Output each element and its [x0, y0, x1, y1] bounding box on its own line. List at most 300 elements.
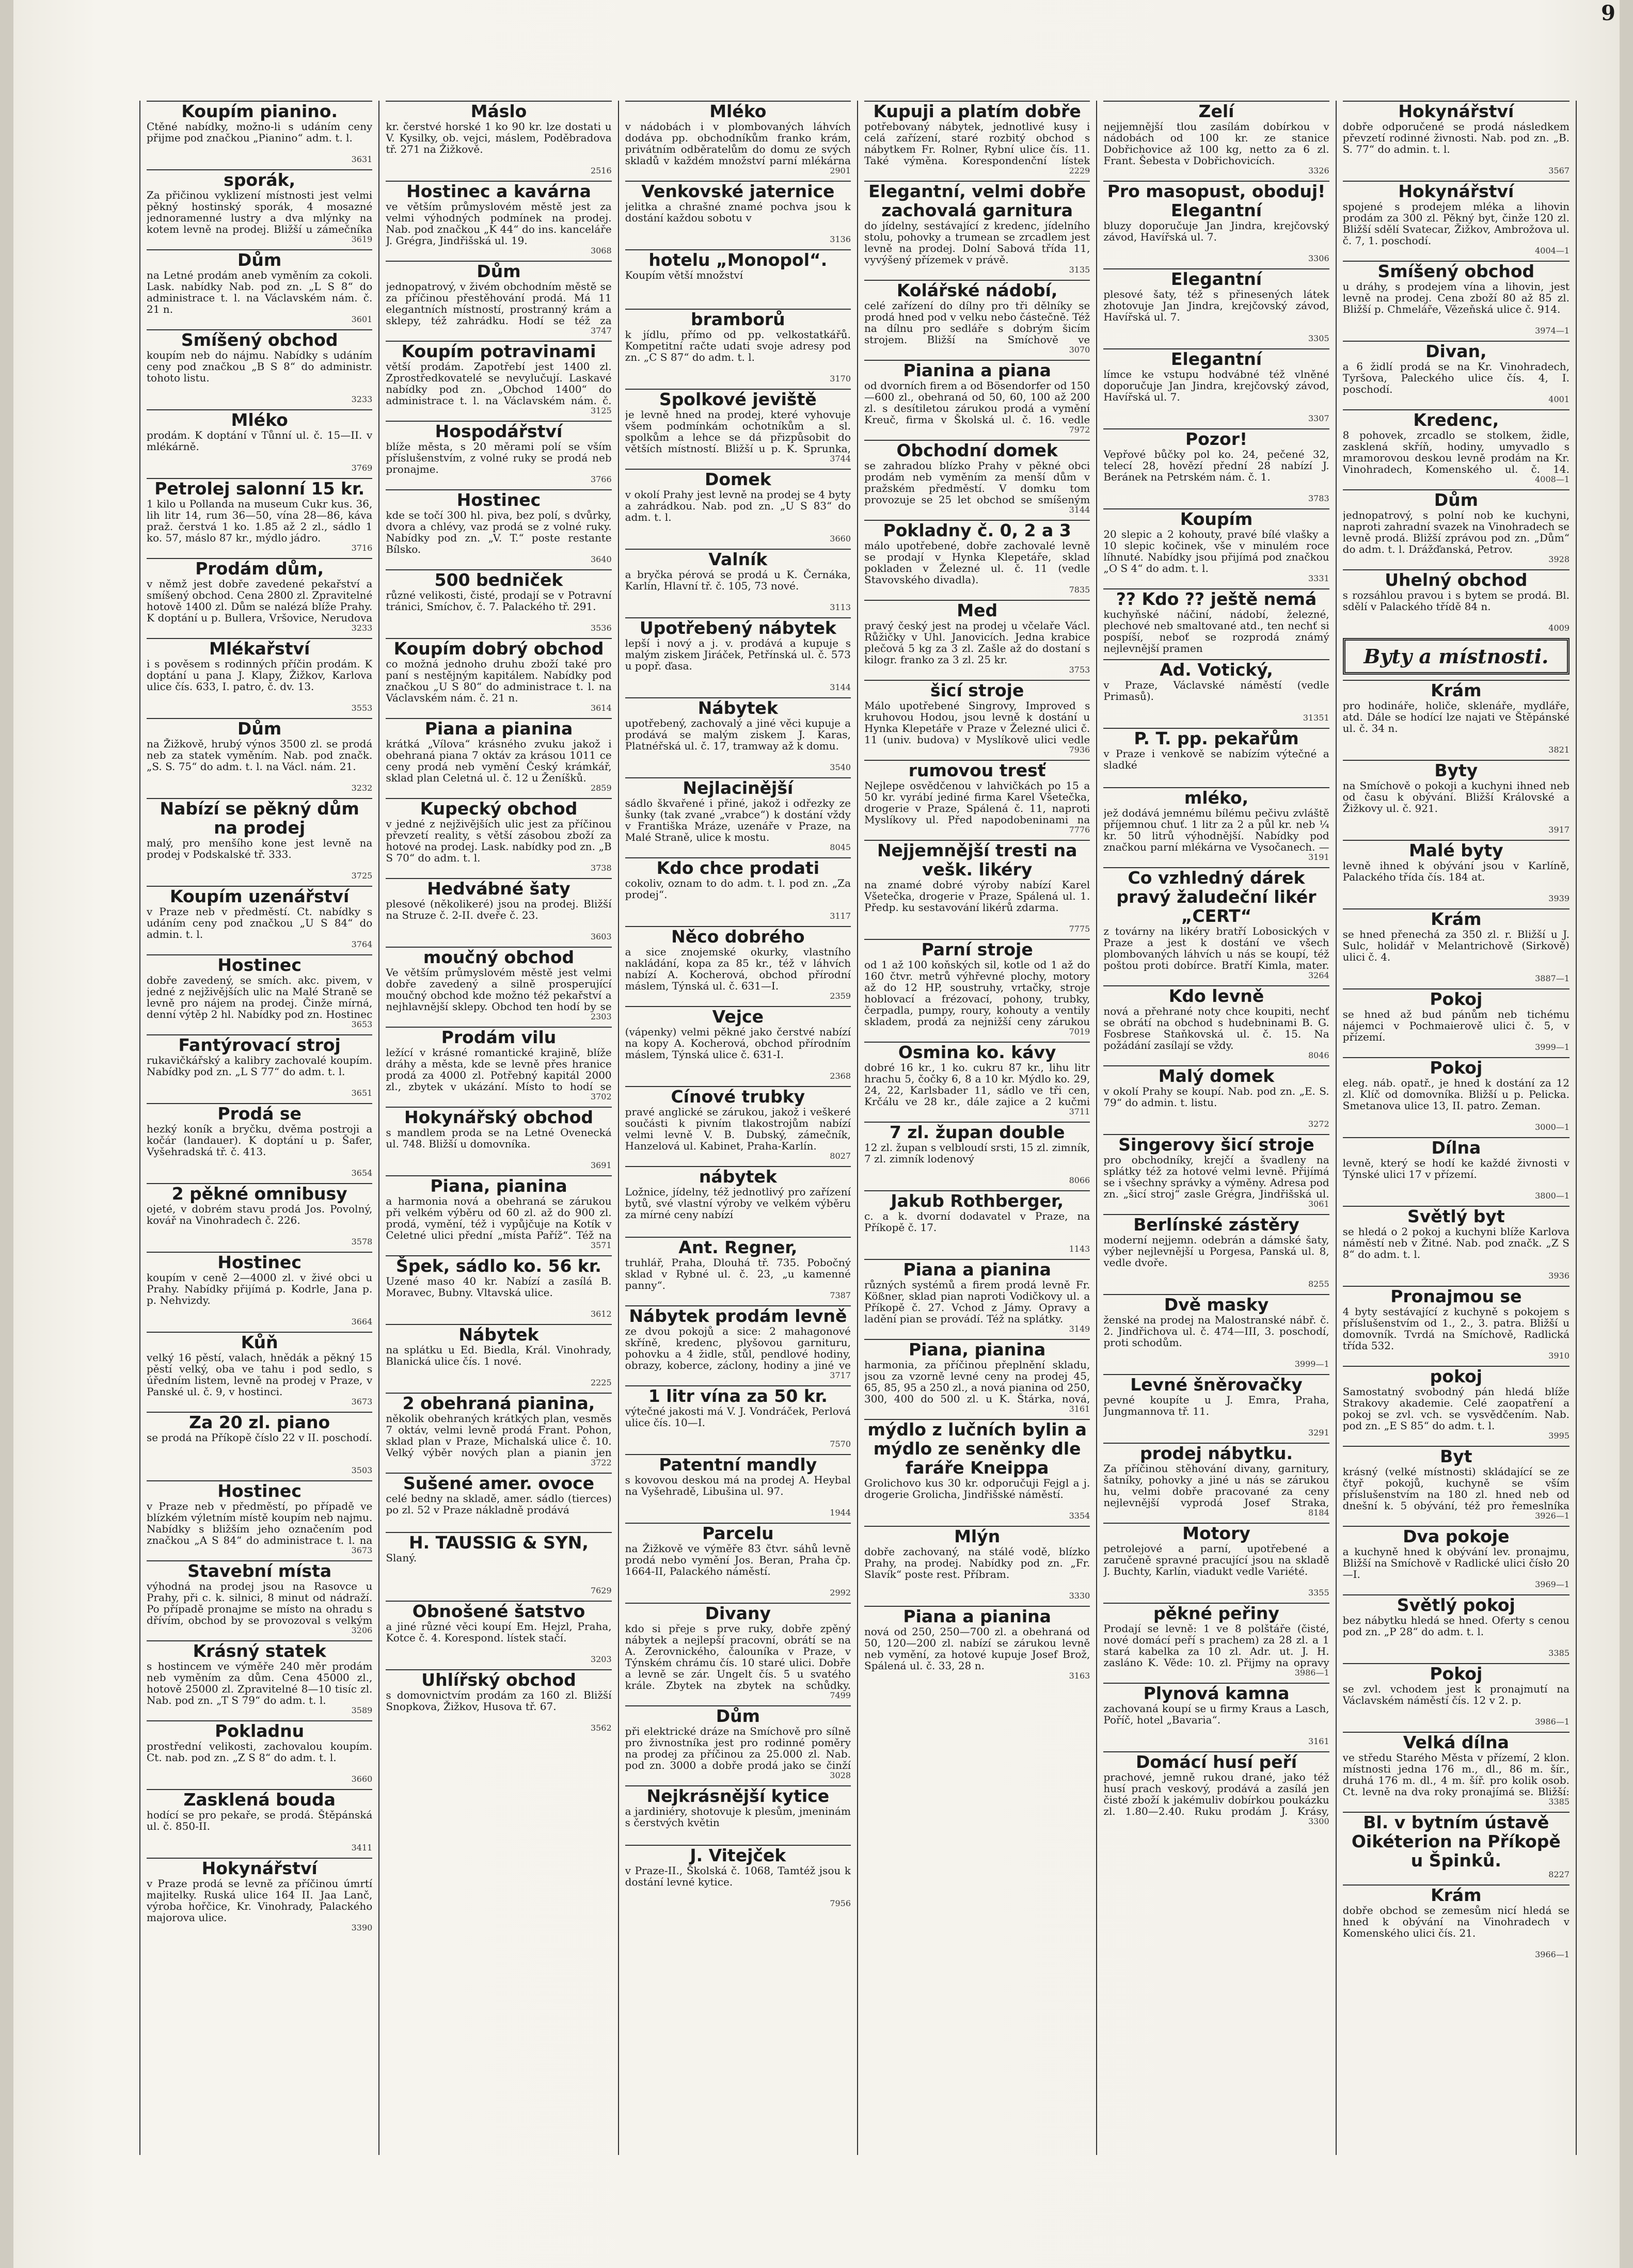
ad-code: 4009: [1548, 623, 1569, 633]
ad-body: krásný (velké místnosti) skládající se ze čtyř pokojů, kuchyně se vším příslušenstvím na 180 zl. hned neb od dnešní k. 5 obývání, též pro řemeslníka: [1342, 1466, 1569, 1511]
ad-body: se prodá na Příkopě číslo 22 v II. poschodí.: [147, 1432, 373, 1444]
ad-body: i s pověsem s rodinných příčin prodám. K doptání u pana J. Klapy, Žižkov, Karlova ulice čís. 633, I. patro, č. dv. 13.: [147, 658, 373, 693]
ad-heading: moučný obchod: [386, 947, 611, 967]
classified-ad: [386, 947, 611, 1021]
ad-code: 3125: [590, 406, 612, 416]
ad-code: 3028: [830, 1770, 851, 1780]
ad-body: bez nábytku hledá se hned. Oferty s cenou pod zn. „P 28“ do adm. t. l.: [1342, 1615, 1569, 1638]
classified-ad: [1103, 1065, 1329, 1129]
ad-code: 3664: [351, 1317, 373, 1327]
classified-ad: [147, 718, 372, 793]
ad-heading: Cínové trubky: [625, 1086, 851, 1106]
ad-body: různých systémů a firem prodá levně Fr. Kößner, sklad pian naproti Vodičkovy ul. a Příkopě č. 27. Vchod z Jámy. Opravy a ladění pian se provádí. Též na splátky.: [864, 1279, 1090, 1324]
ad-code: 3567: [1548, 166, 1569, 175]
column-1: [140, 101, 379, 2155]
classified-ad: [625, 549, 851, 612]
classified-ad: [386, 181, 611, 255]
ad-body: hezký koník a bryčku, dvěma postroji a kočár (landauer). K doptání u p. Šafer, Vyšehradská tř. č. 413.: [147, 1123, 373, 1158]
ad-heading: 1 litr vína za 50 kr.: [625, 1385, 851, 1405]
ad-code: 7570: [830, 1439, 851, 1449]
ad-heading: Krám: [1343, 908, 1569, 929]
ad-body: kdo si přeje s prve ruky, dobře zpěný nábytek a nejlepší pracovní, obrátí se na A. Zerovnického, čalouníka v Praze, v Týnském chrámu čís. 10 staré ulici. Dobře a levně se zár. Ungelt čís. 5 u svatého krále. Zbytek na zbytek na schůdky.: [625, 1623, 851, 1691]
classified-ad: [147, 478, 372, 553]
classified-ad: [1103, 1683, 1329, 1746]
classified-ad: [625, 1523, 851, 1598]
ad-code: 3536: [590, 623, 612, 633]
ad-code: 3673: [351, 1397, 373, 1407]
ad-body: levně, který se hodí ke každé živnosti v Týnské ulici 17 v přízemí.: [1342, 1157, 1569, 1180]
ad-code: 2992: [830, 1588, 851, 1598]
ad-code: 3917: [1548, 825, 1569, 835]
ad-heading: Koupím: [1103, 508, 1329, 529]
classified-ad: [1103, 985, 1329, 1060]
ad-body: jež dodává jemnému bílému pečivu zvláště příjemnou chuť. 1 litr za 2 a půl kr. neb ¼ kr. 50 litrů výhodnější. Nabídky pod značkou parní mlékárna ve Vysočanech. —: [1103, 807, 1329, 853]
ad-code: 7499: [830, 1690, 851, 1700]
ad-body: dobře odporučené se prodá následkem převzetí rodinné živnosti. Nab. pod zn. „B. S. 77“ do admin. t. l.: [1342, 121, 1569, 155]
ad-code: 3673: [351, 1545, 373, 1555]
ad-heading: Dva pokoje: [1343, 1526, 1569, 1546]
ad-heading: Co vzhledný dárek pravý žaludeční likér „CERT“: [1103, 867, 1329, 925]
classified-ad: [1103, 1751, 1329, 1826]
ad-heading: Zelí: [1103, 101, 1329, 121]
ad-code: 3969—1: [1535, 1579, 1569, 1589]
classified-ad: [386, 1255, 611, 1319]
ad-code: 3764: [351, 939, 373, 949]
ad-heading: Patentní mandly: [625, 1454, 851, 1474]
classified-ad: [1343, 1663, 1569, 1727]
classified-ad: [1343, 760, 1569, 835]
classified-ad: [1103, 101, 1329, 175]
classified-ad: [1343, 1366, 1569, 1441]
ad-heading: Hedvábné šaty: [386, 878, 611, 898]
ad-body: při elektrické dráze na Smíchově pro sílně pro živnostníka jest pro rodinné poměry na prodej za příčinou za 25.000 zl. Nab. pod zn. 3000 a dobře prodá jako se činží: [625, 1726, 851, 1771]
ad-body: lepší i nový a j. v. prodává a kupuje s malým ziskem Jiráček, Petřínská ul. č. 573 u popř. ďasa.: [625, 637, 851, 672]
ad-code: 3936: [1548, 1271, 1569, 1281]
classified-ad: [386, 1601, 611, 1664]
ad-heading: Pokoj: [1343, 1663, 1569, 1683]
classified-ad: [1103, 181, 1329, 263]
ad-code: 3232: [351, 783, 373, 793]
classified-ad: [864, 360, 1090, 435]
ad-body: pro hodináře, holiče, sklenáře, mydláře, atd. Dále se hodící lze najati ve Štěpánské ul. č. 34 n.: [1342, 700, 1569, 734]
ad-body: eleg. náb. opatř., je hned k dostání za 12 zl. Klíč od domovníka. Bližší u p. Pelicka. Smetanova ulice 13, II. patro. Zeman.: [1342, 1077, 1569, 1112]
ad-code: 3653: [351, 1019, 373, 1029]
ad-code: 3999—1: [1294, 1359, 1329, 1369]
ad-body: Ve větším průmyslovém městě jest velmi dobře zavedený a silně prosperující moučný obchod kde možno též pekařství a nejhlavnější sklepy. Obchod ten hodí by se: [386, 967, 612, 1012]
ad-heading: Elegantní: [1103, 268, 1329, 289]
classified-ad: [864, 1042, 1090, 1116]
classified-ad: [625, 249, 851, 304]
classified-ad: [1103, 1374, 1329, 1438]
ad-code: 3264: [1308, 970, 1329, 980]
ad-body: pravé anglické se zárukou, jakož i veškeré součásti k pivním tlakostrojům nabízí velmi levně V. B. Dubský, zámečník, Hanzelová ul. Kabinet, Praha-Karlín.: [625, 1106, 851, 1152]
column-2: [379, 101, 619, 2155]
ad-code: 3722: [590, 1458, 612, 1467]
ad-heading: Domek: [625, 469, 851, 489]
classified-ad: [147, 1720, 372, 1784]
ad-heading: Nejkrásnější kytice: [625, 1785, 851, 1806]
classified-ad: [386, 1027, 611, 1101]
ad-code: 3640: [590, 554, 612, 564]
ad-code: 2516: [590, 166, 612, 175]
classified-ad: [1103, 1214, 1329, 1289]
ad-code: 3654: [351, 1168, 373, 1178]
ad-body: potřebovaný nábytek, jednotlivé kusy i celá zařízení, staré rozbitý obchod s nábytkem Fr. Rolner, Rybní ulice čís. 11. Také výměna. Korespondenční lístek: [864, 121, 1090, 166]
ad-heading: Elegantní, velmi dobře zachovalá garnitura: [864, 181, 1090, 220]
ad-heading: Malé byty: [1343, 840, 1569, 860]
ad-code: 2859: [590, 783, 612, 793]
classified-ad: [1343, 409, 1569, 484]
ad-heading: Obnošené šatstvo: [386, 1601, 611, 1621]
ad-body: z továrny na likéry bratří Lobosických v Praze a jest k dostání ve všech plombovaných láhvích u nás se koupí, též poštou proti dobírce. Bratří Kimla, mater.: [1103, 925, 1329, 971]
ad-body: dobře obchod se zemesům nicí hledá se hned k obývání na Vinohradech v Komenského ulici čís. 21.: [1342, 1905, 1569, 1939]
classified-ad: [625, 777, 851, 852]
ad-body: 20 slepic a 2 kohouty, pravé bílé vlašky a 10 slepic kočinek, vše v minulém roce líhnuté. Nabídky jsou přijímá pod značkou „O S 4“ do adm. t. l.: [1103, 529, 1329, 574]
ad-heading: Hostinec a kavárna: [386, 181, 611, 201]
classified-ad: [1103, 728, 1329, 782]
ad-body: u dráhy, s prodejem vína a lihovin, jest levně na prodej. Cena zboží 80 až 85 zl. Bližší p. Chmeláře, Vězeňská ulice č. 914.: [1342, 281, 1569, 315]
ad-code: 7776: [1069, 825, 1090, 835]
ad-heading: Kredenc,: [1343, 409, 1569, 429]
ad-heading: Krásný statek: [147, 1640, 372, 1660]
ad-code: 3170: [830, 374, 851, 384]
ad-heading: Divan,: [1343, 341, 1569, 361]
ad-code: 3117: [830, 911, 851, 921]
ad-heading: Koupím uzenářství: [147, 886, 372, 906]
ad-body: v Praze neb v předměstí. Ct. nabídky s udáním ceny pod značkou „U S 84“ do admin. t. l.: [147, 906, 373, 940]
classified-ad: [386, 878, 611, 941]
classified-ad: [386, 101, 611, 175]
classified-ad: [386, 569, 611, 633]
ad-body: cokoliv, oznam to do adm. t. l. pod zn. „Za prodej“.: [625, 877, 851, 901]
ad-body: koupím v ceně 2—4000 zl. v živé obci u Prahy. Nabídky přijímá p. Kodrle, Jana p. p. Nehvizdy.: [147, 1272, 373, 1306]
ad-heading: Sušené amer. ovoce: [386, 1473, 611, 1493]
ad-heading: Prodá se: [147, 1103, 372, 1123]
page-right-edge: [1620, 0, 1633, 2268]
classified-ad: [147, 1480, 372, 1555]
ad-heading: Med: [864, 600, 1090, 620]
classified-ad: [625, 926, 851, 1001]
classified-ad: [1103, 428, 1329, 503]
ad-code: 7835: [1069, 585, 1090, 595]
ad-body: malý, pro menšího kone jest levně na prodej v Podskalské tř. 333.: [147, 837, 373, 860]
ad-code: 3717: [830, 1370, 851, 1380]
ad-code: 3149: [1069, 1324, 1090, 1334]
ad-code: 3986—1: [1294, 1668, 1329, 1678]
ad-body: ženské na prodej na Malostranské nábř. č. 2. Jindřichova ul. č. 474—III, 3. poschodí, proti schodům.: [1103, 1314, 1329, 1349]
classified-ad: [625, 697, 851, 772]
classified-ad: [625, 309, 851, 384]
classified-ad: [864, 1339, 1090, 1414]
ad-heading: 7 zl. župan double: [864, 1122, 1090, 1142]
classified-ad: [1343, 1526, 1569, 1589]
ad-body: pravý český jest na prodej u včelaře Václ. Růžičky v Uhl. Janovicích. Jedna krabice plečová 5 kg za 3 zl. Zašle až do dostaní s kilogr. franko za 3 zl. 25 kr.: [864, 620, 1090, 665]
classified-ad: [1343, 1137, 1569, 1201]
ad-code: 8027: [830, 1151, 851, 1161]
ad-body: Prodají se levně: 1 ve 8 polštáře (čisté, nové domácí peří s prachem) za 28 zl. a 1 stará kabelka za 10 zl. Adr. ut. J. H. zasláno K. Věde: 10. zl. Přijmy na opravy: [1103, 1623, 1329, 1668]
ad-body: Za přičinou vyklizení místnosti jest velmi pěkný hostinský sporák, 4 mosazné jednoramenné lustry a dva mlýnky na kotem levně na prodej. Bližší u zámečníka: [147, 189, 373, 235]
classified-ad: [1103, 1523, 1329, 1598]
ad-body: s mandlem proda se na Letné Ovenecká ul. 748. Bližší u domovníka.: [386, 1127, 612, 1150]
ad-code: 3601: [351, 314, 373, 324]
classified-ad: [1343, 1812, 1569, 1879]
ad-body: dobře zachovaný, na stálé vodě, blízko Prahy, na prodej. Nabídky pod zn. „Fr. Slavík“ poste rest. Příbram.: [864, 1546, 1090, 1580]
classified-ad: [1103, 1294, 1329, 1369]
classified-ad: [1343, 840, 1569, 903]
classified-ad: [625, 1237, 851, 1300]
ad-heading: rumovou tresť: [864, 760, 1090, 780]
ad-code: 3716: [351, 543, 373, 553]
ad-code: 3619: [351, 234, 373, 244]
classified-ad: [1103, 508, 1329, 583]
ad-heading: pokoj: [1343, 1366, 1569, 1386]
classified-ad: [1343, 1732, 1569, 1807]
ad-code: 4008—1: [1535, 474, 1569, 484]
ad-body: Málo upotřebené Singrovy, Improved s kruhovou Hodou, jsou levně k dostání u Hynka Klepetáře v Praze v Železné ulici č. 11 (univ. budova) v Myslíkově ulici vedle: [864, 700, 1090, 745]
ad-code: 3163: [1069, 1671, 1090, 1681]
ad-code: 3291: [1308, 1428, 1329, 1438]
ad-heading: Pokladnu: [147, 1720, 372, 1740]
ad-code: 3331: [1308, 573, 1329, 583]
ad-code: 3068: [590, 246, 612, 255]
ad-heading: Světlý pokoj: [1343, 1594, 1569, 1615]
ad-body: dobré 16 kr., 1 ko. cukru 87 kr., lihu litr hrachu 5, čočky 6, 8 a 10 kr. Mýdlo ko. 29, 24, 22, Karlsbader 11, sádlo ve tři cen, Krčálu ve 28 kr., dále zajice a 2 kučmi: [864, 1062, 1090, 1107]
ad-heading: Nábytek: [386, 1324, 611, 1344]
ad-body: prachové, jemně rukou drané, jako též husí prach veskový, prodává a zasílá jen čisté zboží k jakémuliv dobírkou poukázku zl. 1.80—2.40. Ruku prodám J. Krásy,: [1103, 1771, 1329, 1817]
ad-body: 1 kilo u Pollanda na museum Cukr kus. 36, lih litr 14, rum 36—50, vína 28—86, káva praž. čerstvá 1 ko. 1.85 až 2 zl., sádlo 1 ko. 57, máslo 87 kr., mýdlo jádro.: [147, 498, 373, 544]
ad-code: 2303: [590, 1012, 612, 1021]
ad-code: 3660: [351, 1774, 373, 1784]
classified-ad: [386, 261, 611, 336]
ad-code: 4004—1: [1535, 246, 1569, 255]
ad-code: 3926—1: [1535, 1511, 1569, 1521]
ad-body: v Praze, Václavské náměstí (vedle Primasů).: [1103, 679, 1329, 702]
ad-heading: Piana a pianina: [864, 1259, 1090, 1279]
ad-heading: Dům: [1343, 489, 1569, 509]
ad-body: dobře zavedený, se smích. akc. pivem, v jedné z nejživějších ulic na Malé Straně se levně pro nájem na prodej. Činže mírná, denní výtěp 2 hl. Nabídky pod zn. Hostinec: [147, 975, 373, 1020]
classified-ad: [1103, 1603, 1329, 1678]
ad-code: 7387: [830, 1290, 851, 1300]
classified-ad: [1103, 1443, 1329, 1518]
classified-ad: [1343, 1057, 1569, 1132]
ad-heading: Vejce: [625, 1006, 851, 1026]
ad-heading: Dům: [625, 1705, 851, 1726]
ad-body: na Žižkově ve výměře 83 čtvr. sáhů levně prodá nebo vymění Jos. Beran, Praha čp. 1664-II, Palackého náměstí.: [625, 1543, 851, 1577]
ad-body: 8 pohovek, zrcadlo se stolkem, židle, zasklená skříň, hodiny, umyvadlo s mramorovou deskou levně prodám na Kr. Vinohradech, Komenského ul. č. 14.: [1342, 429, 1569, 475]
ad-code: 3562: [590, 1723, 612, 1733]
ad-code: 3612: [590, 1309, 612, 1319]
ad-heading: Hokynářství: [1343, 181, 1569, 201]
classified-ad: [386, 1532, 611, 1595]
ad-code: 7775: [1069, 924, 1090, 934]
ad-code: 4001: [1548, 394, 1569, 404]
ad-code: 3191: [1308, 852, 1329, 862]
classified-ad: [864, 280, 1090, 355]
ad-code: 2225: [590, 1378, 612, 1387]
ad-body: celé zařízení do dílny pro tři dělníky se prodá hned pod v velku nebo částečně. Též na dílnu pro sedláře s dobrým šicím strojem. Bližší na Smíchově ve: [864, 300, 1090, 345]
ad-code: 3233: [351, 623, 373, 633]
ad-code: 3136: [830, 234, 851, 244]
ad-code: 3910: [1548, 1351, 1569, 1361]
classified-ad: [864, 1606, 1090, 1681]
classified-ad: [1103, 588, 1329, 654]
ad-heading: nábytek: [625, 1166, 851, 1186]
classified-ad: [147, 954, 372, 1029]
ad-heading: ?? Kdo ?? ještě nemá: [1103, 588, 1329, 609]
ad-code: 2368: [830, 1071, 851, 1081]
ad-heading: Pronajmou se: [1343, 1286, 1569, 1306]
classified-columns: [139, 101, 1577, 2155]
ad-heading: Krám: [1343, 680, 1569, 700]
ad-code: 3144: [830, 682, 851, 692]
ad-code: 3070: [1069, 345, 1090, 355]
ad-body: kde se točí 300 hl. piva, bez polí, s dvůrky, dvora a chlévy, vaz prodá se z volné ruky. Nabídky pod zn. „V. T.“ poste restante Bílsko.: [386, 509, 612, 555]
ad-body: kuchyňské náčiní, nádobí, železné, plechové neb smaltované atd., ten nechť si pospíší, neboť se rozprodá známý nejlevnější pramen: [1103, 609, 1329, 654]
ad-heading: Mlýn: [864, 1526, 1090, 1546]
ad-body: s rozsáhlou pravou i s bytem se prodá. Bl. sdělí v Palackého třídě 84 n.: [1342, 589, 1569, 613]
ad-body: jednopatrový, s polní nob ke kuchyni, naproti zahradní svazek na Vinohradech se levně prodá. Bližší zprávou pod zn. „Dům“ do adm. t. l. Drážďanská, Petrov.: [1342, 509, 1569, 555]
ad-body: výhodná na prodej jsou na Rasovce u Prahy, při c. k. silnici, 8 minut od nádraží. Po případě pronajme se místo na ohradu s dřívím, obchod by se provozoval s velkým: [147, 1580, 373, 1626]
ad-heading: Ad. Votický,: [1103, 659, 1329, 679]
ad-heading: Pianina a piana: [864, 360, 1090, 380]
ad-body: Vepřové bůčky pol ko. 24, pečené 32, telecí 28, hovězí přední 28 nabízí J. Beránek na Petrském nám. č. 1.: [1103, 449, 1329, 483]
ad-code: 1143: [1069, 1244, 1090, 1254]
ad-body: na Letné prodám aneb vyměním za cokoli. Lask. nabídky Nab. pod zn. „L S 8“ do administrace t. l. na Václavském nám. č. 21 n.: [147, 269, 373, 315]
ad-heading: Pokoj: [1343, 988, 1569, 1009]
ad-body: nová a přehrané noty chce koupiti, nechť se obrátí na obchod s hudebninami B. G. Fosbrese Staňkovská ul. č. 15. Na požádání zasílají se vždy.: [1103, 1005, 1329, 1051]
ad-body: v Praze-II., Školská č. 1068, Tamtéž jsou k dostání levné kytice.: [625, 1865, 851, 1888]
ad-code: 3939: [1548, 893, 1569, 903]
classified-ad: [864, 1122, 1090, 1185]
classified-ad: [147, 1560, 372, 1635]
classified-ad: [1343, 261, 1569, 336]
classified-ad: [386, 421, 611, 484]
ad-heading: Nábytek: [625, 697, 851, 717]
classified-ad: [1103, 659, 1329, 723]
ad-code: 7956: [830, 1898, 851, 1908]
ad-body: ze dvou pokojů a sice: 2 mahagonové skříně, kredenc, plyšovou garnituru, pohovku a 4 židle, stůl, pendlové hodiny, obrazy, koberce, záclony, hodiny a jiné ve: [625, 1325, 851, 1371]
ad-body: Samostatný svobodný pán hledá blíže Strakovy akademie. Celé zaopatření a pokoj se zvl. vch. se vysvědčením. Nab. pod zn. „E S 85“ do adm. t. l.: [1342, 1386, 1569, 1431]
ad-heading: Nabízí se pěkný dům na prodej: [147, 798, 372, 837]
ad-heading: Fantýrovací stroj: [147, 1034, 372, 1055]
ad-heading: Hokynářský obchod: [386, 1107, 611, 1127]
ad-heading: Kůň: [147, 1332, 372, 1352]
ad-body: sádlo škvařené i přiné, jakož i odřezky ze šunky (tak zvané „vrabce“) k dostání vždy v Františka Mráze, uzenáře v Praze, na Malé Straně, ulice k mostu.: [625, 797, 851, 843]
ad-body: v Praze neb v předměstí, po případě ve blízkém výletním místě koupím neb najmu. Nabídky s bližším jeho označením pod značkou „A S 84“ do administrace t. l. na: [147, 1500, 373, 1546]
ad-code: 1944: [830, 1508, 851, 1518]
ad-body: nejjemnější tlou zasílám dobírkou v nádobách od 100 kr. ze stanice Dobřichovice až 100 kg, netto za 6 zl. Frant. Šebesta v Dobřichovicích.: [1103, 121, 1329, 166]
ad-body: krátká „Vílova“ krásného zvuku jakož i obehraná piana 7 oktáv za krásou 1011 ce ceny prodá neb vymění Český krámkář, sklad plan Celetná ul. č. 12 u Ženíšků.: [386, 738, 612, 784]
ad-heading: Velká dílna: [1343, 1732, 1569, 1752]
ad-code: 2229: [1069, 166, 1090, 175]
ad-heading: Smíšený obchod: [1343, 261, 1569, 281]
classified-ad: [386, 1107, 611, 1170]
ad-body: s hostincem ve výměře 240 měr prodám neb vyměním za dům. Cena 45000 zl., hotově 25000 zl. Zpravitelné 8—10 tisíc zl. Nab. pod zn. „T S 79“ do adm. t. l.: [147, 1660, 373, 1706]
ad-heading: Pozor!: [1103, 428, 1329, 449]
ad-code: 3738: [590, 863, 612, 873]
classified-ad: [625, 1603, 851, 1700]
ad-heading: Dům: [147, 249, 372, 269]
ad-code: 3355: [1308, 1588, 1329, 1598]
classified-ad: [1343, 988, 1569, 1052]
classified-ad: [386, 1393, 611, 1467]
classified-ad: [625, 1385, 851, 1449]
ad-code: 3113: [830, 602, 851, 612]
classified-ad: [147, 1332, 372, 1407]
ad-heading: prodej nábytku.: [1103, 1443, 1329, 1463]
ad-code: 7629: [590, 1586, 612, 1595]
classified-ad: [147, 1103, 372, 1178]
ad-heading: Piana, pianina: [864, 1339, 1090, 1359]
ad-body: se hned až bud pánům neb tichému nájemci v Pochmaierově ulici č. 5, v přízemí.: [1342, 1009, 1569, 1043]
ad-heading: Bl. v bytním ústavě Oikéterion na Příkopě u Špinků.: [1343, 1812, 1569, 1870]
ad-heading: Máslo: [386, 101, 611, 121]
ad-body: petrolejové a parní, upotřebené a zaručeně spravné pracující jsou na skladě J. Buchty, Karlín, viadukt vedle Variété.: [1103, 1543, 1329, 1577]
ad-code: 3725: [351, 871, 373, 881]
ad-heading: bramborů: [625, 309, 851, 329]
ad-heading: Byty: [1343, 760, 1569, 780]
ad-body: k jídlu, přímo od pp. velkostatkářů. Kompetitní račte udati svoje adresy pod zn. „C S 87“ do adm. t. l.: [625, 329, 851, 363]
ad-heading: Něco dobrého: [625, 926, 851, 946]
ad-body: málo upotřebené, dobře zachovalé levně se prodají v Hynka Klepetáře, sklad pokladen v Železné ul. č. 11 (vedle Stavovského divadla).: [864, 540, 1090, 585]
classified-ad: [864, 680, 1090, 755]
ad-body: harmonia, za příčinou přeplnění skladu, jsou za vzorně levné ceny na prodej 45, 65, 85, 95 a 250 zl., a nová pianina od 250, 300, 400 do 500 zl. u K. Štárka, nová,: [864, 1359, 1090, 1404]
ad-body: plesové šaty, též s přinesených látek zhotovuje Jan Jindra, krejčovský závod, Havířská ul. 7.: [1103, 289, 1329, 323]
ad-body: a kuchyně hned k obývání lev. pronajmu, Bližší na Smíchově v Radlické ulici čísło 20—I.: [1342, 1546, 1569, 1580]
classified-ad: [147, 638, 372, 713]
ad-code: 3061: [1308, 1199, 1329, 1209]
column-5: [1097, 101, 1336, 2155]
classified-ad: [625, 1785, 851, 1840]
ad-body: koupím neb do nájmu. Nabídky s udáním ceny pod značkou „B S 8“ do administr. tohoto listu.: [147, 349, 373, 384]
ad-code: 3614: [590, 703, 612, 713]
ad-body: a jardiniéry, shotovuje k plesům, jmeninám s čerstvých květin: [625, 1806, 851, 1829]
ad-heading: Dvě masky: [1103, 1294, 1329, 1314]
ad-heading: Hostinec: [386, 489, 611, 509]
ad-body: co možná jednoho druhu zboží také pro paní s nestějným kapitálem. Nabídky pod značkou „U S 80“ do administrace t. l. na Václavském nám. č. 21 n.: [386, 658, 612, 704]
ad-body: spojené s prodejem mléka a lihovin prodám za 300 zl. Pěkný byt, činže 120 zl. Bližší sdělí Svatecar, Žižkov, Ambrožova ul. č. 7, 1. poschodí.: [1342, 201, 1569, 246]
ad-code: 3821: [1548, 745, 1569, 755]
ad-body: větší prodám. Zapotřebí jest 1400 zl. Zprostředkovatelé se nevylučují. Laskavé nabídky pod zn. „Obchod 1400“ do administrace t. l. na Václavském nám. č.: [386, 361, 612, 406]
ad-code: 3928: [1548, 554, 1569, 564]
ad-body: rukavičkářský a kalibry zachovalé koupím. Nabídky pod zn. „L S 77“ do adm. t. l.: [147, 1055, 373, 1078]
ad-body: v okolí Prahy se koupí. Nab. pod zn. „E. S. 79“ do admin. t. listu.: [1103, 1085, 1329, 1109]
classified-ad: [864, 760, 1090, 835]
ad-body: 12 zl. župan s velbloudí srsti, 15 zl. zimník, 7 zl. zimník lodenový: [864, 1142, 1090, 1165]
ad-body: a harmonia nová a obehraná se zárukou při velkém výběru od 60 zl. až do 900 zl. prodá, vymění, též i vypůjčuje na Kotík v Celetné ulici přední „místa Paříž“. Též na: [386, 1195, 612, 1241]
ad-heading: Pokoj: [1343, 1057, 1569, 1077]
ad-body: v Praze i venkově se nabízím výtečné a sladké: [1103, 748, 1329, 771]
ad-body: se hned přenechá za 350 zl. r. Bližší u J. Sulc, holidář v Melantrichově (Sirkově) ulici č. 4.: [1342, 929, 1569, 963]
ad-code: 3766: [590, 474, 612, 484]
ad-body: Ctěné nabídky, možno-li s udáním ceny přijme pod značkou „Pianino“ adm. t. l.: [147, 121, 373, 144]
classified-ad: [625, 1086, 851, 1161]
ad-code: 3144: [1069, 505, 1090, 515]
ad-body: zachovaná koupí se u firmy Kraus a Lasch, Poříč, hotel „Bavaria“.: [1103, 1703, 1329, 1726]
ad-heading: Světlý byt: [1343, 1206, 1569, 1226]
ad-heading: Kdo levně: [1103, 985, 1329, 1005]
classified-ad: [1343, 1594, 1569, 1658]
ad-heading: Elegantní: [1103, 348, 1329, 369]
ad-code: 8045: [830, 842, 851, 852]
ad-body: do jídelny, sestávající z kredenc, jídelního stolu, pohovky a trumean se zrcadlem jest levně na prodej. Dolní Sabová třída 11, vyvýšený přízemek v právě.: [864, 220, 1090, 265]
ad-body: pro obchodníky, krejčí a švadleny na splátky též za hotové velmi levně. Přijímá se i všechny správky a výměny. Adresa pod zn. „šicí stroj“ zasle Grégra, Jindřišská ul.: [1103, 1154, 1329, 1200]
ad-heading: Smíšený obchod: [147, 329, 372, 349]
ad-code: 3603: [590, 932, 612, 941]
ad-heading: Kdo chce prodati: [625, 857, 851, 877]
classified-ad: [864, 181, 1090, 275]
classified-ad: [1103, 268, 1329, 343]
